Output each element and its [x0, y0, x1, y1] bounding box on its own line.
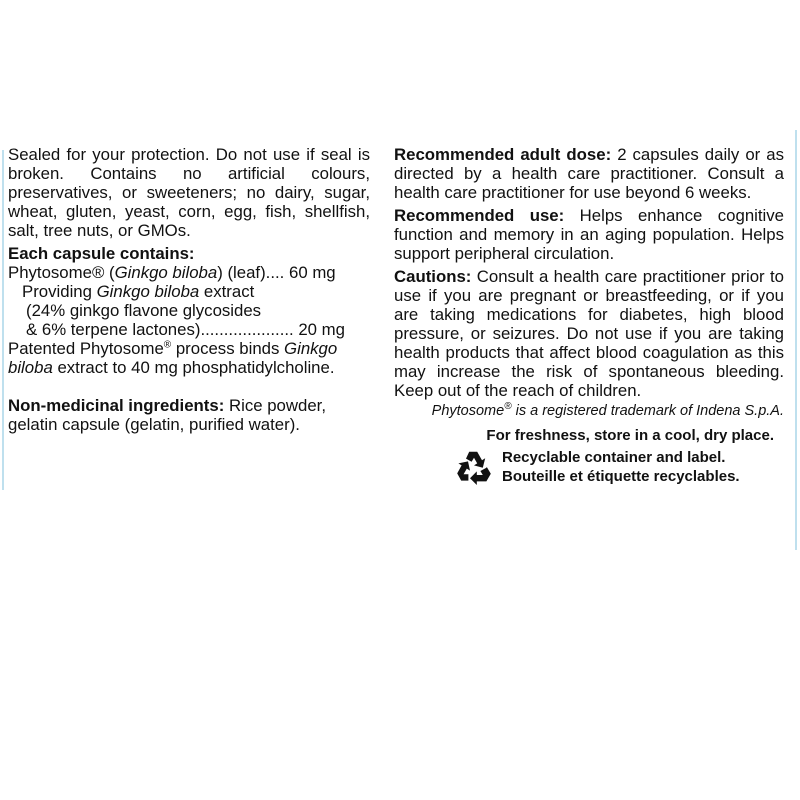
recommended-dose: Recommended adult dose: 2 capsules daily or as directed by a health care practitioner. Consult a health care practitioner for use beyond 6 weeks. — [394, 145, 784, 202]
sealed-text: Sealed for your protection. Do not use if seal is broken. Contains no artificial colours, preservatives, or sweeteners; no dairy, sugar, wheat, gluten, yeast, corn, egg, fish, shellfish, salt, tree nuts, or GMOs. — [8, 145, 370, 240]
freshness-note: For freshness, store in a cool, dry place. — [486, 427, 774, 444]
recyclable-french: Bouteille et étiquette recyclables. — [502, 468, 740, 485]
right-column — [394, 145, 784, 487]
providing-line: Providing Ginkgo biloba extract — [22, 282, 255, 301]
glycosides-line: (24% ginkgo flavone glycosides — [26, 301, 262, 320]
edge-line-left — [2, 150, 4, 490]
patented-text: Patented Phytosome® process binds Ginkgo biloba extract to 40 mg phosphatidylcholine. — [8, 339, 338, 377]
recycling-text — [502, 448, 740, 486]
phytosome-line: Phytosome® (Ginkgo biloba) (leaf).... 60 mg — [8, 263, 336, 282]
each-capsule-heading: Each capsule contains: — [8, 244, 195, 263]
nonmedicinal-ingredients: Non-medicinal ingredients: Rice powder, gelatin capsule (gelatin, purified water). — [8, 396, 326, 434]
left-column — [8, 145, 370, 434]
cautions: Cautions: Consult a health care practitioner prior to use if you are pregnant or breastfeeding, or if you are taking medications for diabetes, high blood pressure, or seizures. Do not use if you are taking health products that affect blood coagulation as this may increase the risk of spontaneous bleeding. Keep out of the reach of children. — [394, 267, 784, 400]
recycle-icon — [454, 447, 494, 487]
recycling-info — [394, 447, 784, 487]
edge-line-right — [795, 130, 797, 550]
recyclable-english: Recyclable container and label. — [502, 449, 726, 466]
lactones-line: & 6% terpene lactones).................... 20 mg — [26, 320, 345, 339]
trademark-note: Phytosome® is a registered trademark of Indena S.p.A. — [431, 401, 784, 419]
recommended-use: Recommended use: Helps enhance cognitive function and memory in an aging population. Helps support peripheral circulation. — [394, 206, 784, 263]
